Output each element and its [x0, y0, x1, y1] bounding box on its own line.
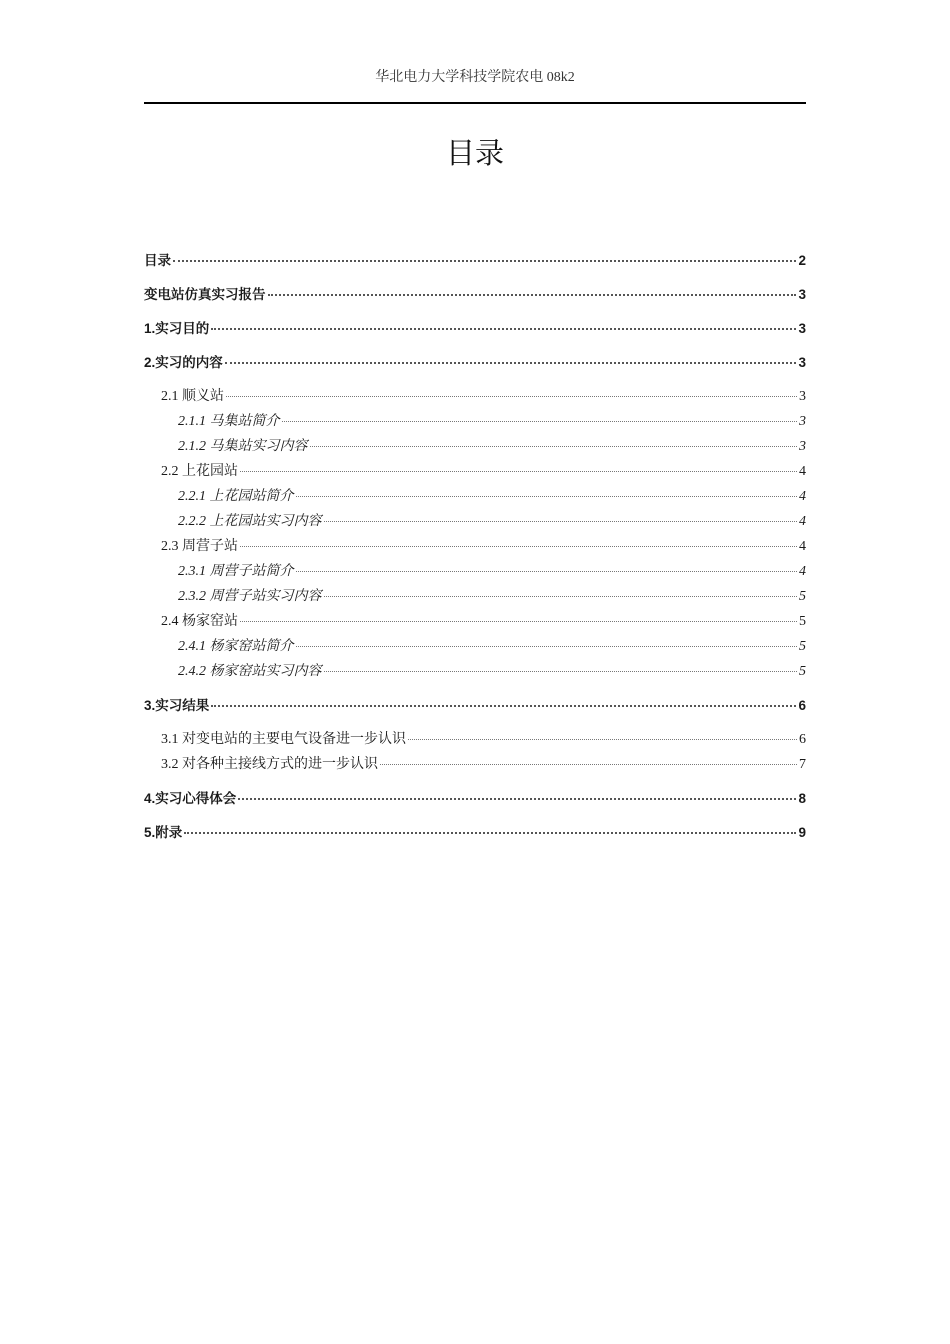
toc-entry-page-number: 4 — [799, 564, 806, 579]
toc-entry-label: 2.3.1 周营子站简介 — [178, 564, 294, 579]
toc-dot-leader — [380, 764, 797, 765]
toc-entry-page-number: 3 — [799, 414, 806, 429]
toc-dot-leader — [226, 396, 797, 397]
toc-dot-leader — [324, 521, 798, 522]
toc-dot-leader — [268, 294, 797, 296]
toc-entry[interactable] — [144, 609, 806, 634]
toc-entry-page-number: 5 — [799, 664, 806, 679]
toc-entry-page-number: 7 — [799, 757, 806, 772]
toc-dot-leader — [240, 546, 797, 547]
toc-entry[interactable] — [144, 248, 806, 273]
toc-entry-label: 2.2 上花园站 — [161, 464, 238, 479]
toc-entry-label: 2.1.1 马集站简介 — [178, 414, 280, 429]
toc-entry-page-number: 9 — [798, 825, 806, 840]
toc-entry-page-number: 4 — [799, 514, 806, 529]
toc-entry[interactable] — [144, 727, 806, 752]
toc-entry-label: 变电站仿真实习报告 — [144, 287, 266, 302]
toc-entry-page-number: 5 — [799, 639, 806, 654]
toc-entry-label: 2.4.1 杨家窑站简介 — [178, 639, 294, 654]
page-title: 目录 — [445, 136, 504, 170]
toc-entry-page-number: 3 — [799, 389, 806, 404]
toc-entry-page-number: 4 — [799, 489, 806, 504]
toc-entry[interactable] — [144, 434, 806, 459]
toc-entry[interactable] — [144, 786, 806, 811]
toc-entry-label: 2.3.2 周营子站实习内容 — [178, 589, 322, 604]
toc-entry-page-number: 3 — [798, 355, 806, 370]
toc-entry-label: 2.实习的内容 — [144, 355, 223, 370]
toc-dot-leader — [173, 260, 796, 262]
toc-dot-leader — [296, 496, 798, 497]
toc-entry-label: 3.2 对各种主接线方式的进一步认识 — [161, 757, 378, 772]
toc-entry[interactable] — [144, 484, 806, 509]
header-divider — [144, 102, 806, 104]
toc-dot-leader — [240, 621, 797, 622]
toc-entry-page-number: 8 — [798, 791, 806, 806]
toc-entry[interactable] — [144, 752, 806, 777]
toc-entry-label: 3.实习结果 — [144, 698, 210, 713]
toc-entry-page-number: 4 — [799, 464, 806, 479]
toc-entry-label: 2.1 顺义站 — [161, 389, 224, 404]
toc-entry[interactable] — [144, 584, 806, 609]
toc-entry-page-number: 4 — [799, 539, 806, 554]
toc-entry-label: 2.3 周营子站 — [161, 539, 238, 554]
toc-entry-page-number: 2 — [798, 253, 806, 268]
toc-entry-page-number: 3 — [798, 287, 806, 302]
toc-dot-leader — [211, 328, 796, 330]
toc-entry[interactable] — [144, 659, 806, 684]
toc-dot-leader — [324, 671, 798, 672]
toc-dot-leader — [238, 798, 796, 800]
toc-dot-leader — [184, 832, 796, 834]
toc-entry-label: 2.2.1 上花园站简介 — [178, 489, 294, 504]
toc-entry-label: 5.附录 — [144, 825, 183, 840]
toc-entry[interactable] — [144, 509, 806, 534]
toc-entry[interactable] — [144, 316, 806, 341]
toc-entry[interactable] — [144, 350, 806, 375]
toc-entry[interactable] — [144, 634, 806, 659]
toc-entry-page-number: 5 — [799, 614, 806, 629]
toc-dot-leader — [324, 596, 798, 597]
toc-dot-leader — [296, 571, 798, 572]
toc-entry-page-number: 6 — [798, 698, 806, 713]
toc-entry-label: 2.4 杨家窑站 — [161, 614, 238, 629]
toc-entry[interactable] — [144, 282, 806, 307]
toc-entry-label: 2.1.2 马集站实习内容 — [178, 439, 308, 454]
toc-entry-page-number: 6 — [799, 732, 806, 747]
toc-dot-leader — [240, 471, 797, 472]
toc-entry[interactable] — [144, 820, 806, 845]
toc-dot-leader — [310, 446, 798, 447]
toc-entry[interactable] — [144, 459, 806, 484]
toc-entry-page-number: 3 — [798, 321, 806, 336]
toc-entry-label: 4.实习心得体会 — [144, 791, 237, 806]
toc-entry-label: 2.4.2 杨家窑站实习内容 — [178, 664, 322, 679]
toc-dot-leader — [225, 362, 797, 364]
toc-dot-leader — [408, 739, 797, 740]
toc-entry-label: 1.实习目的 — [144, 321, 210, 336]
toc-entry[interactable] — [144, 409, 806, 434]
toc-entry-page-number: 5 — [799, 589, 806, 604]
toc-entry[interactable] — [144, 384, 806, 409]
toc-entry-label: 2.2.2 上花园站实习内容 — [178, 514, 322, 529]
toc-dot-leader — [296, 646, 798, 647]
toc-entry[interactable] — [144, 559, 806, 584]
toc-entry[interactable] — [144, 534, 806, 559]
toc-entry-label: 3.1 对变电站的主要电气设备进一步认识 — [161, 732, 406, 747]
toc-dot-leader — [282, 421, 798, 422]
toc-dot-leader — [211, 705, 796, 707]
toc-entry[interactable] — [144, 693, 806, 718]
table-of-contents — [144, 248, 806, 845]
toc-entry-page-number: 3 — [799, 439, 806, 454]
page-header: 华北电力大学科技学院农电 08k2 — [375, 70, 575, 85]
toc-entry-label: 目录 — [144, 253, 171, 268]
